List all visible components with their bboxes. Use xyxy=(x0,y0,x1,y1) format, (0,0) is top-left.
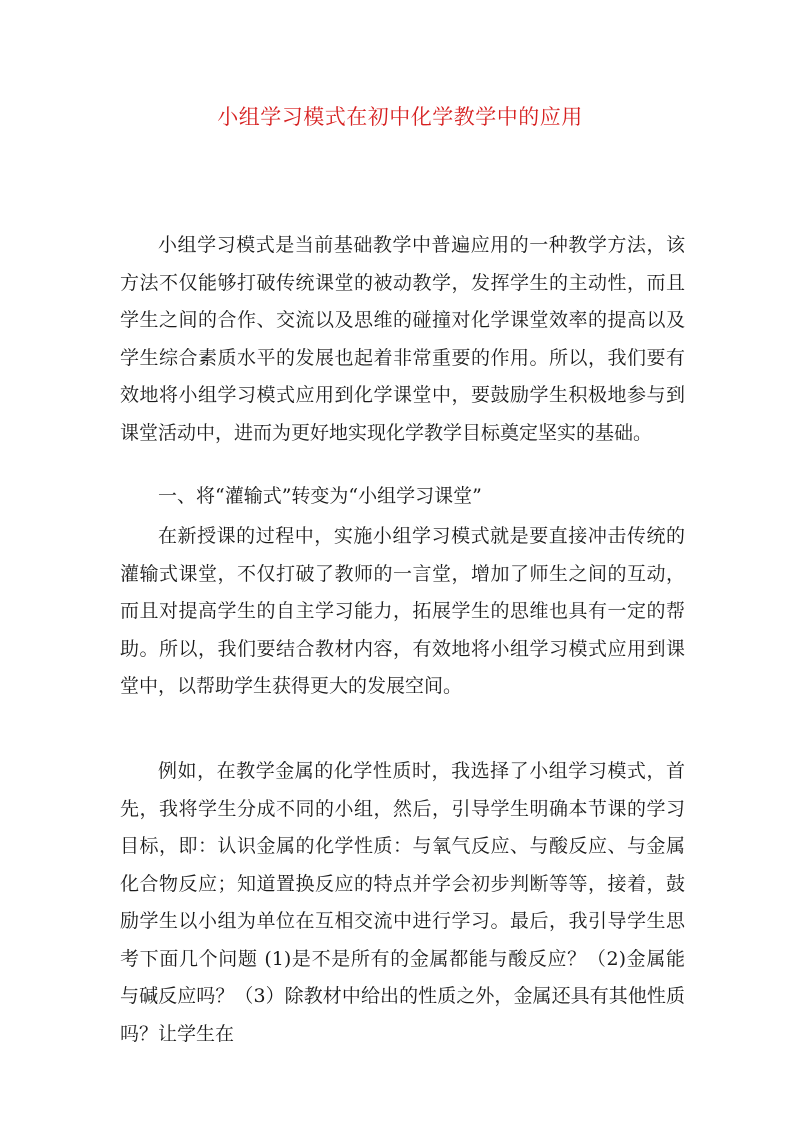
paragraph-example: 例如，在教学金属的化学性质时，我选择了小组学习模式，首先，我将学生分成不同的小组，然后，引导学生明确本节课的学习目标，即：认识金属的化学性质：与氧气反应、与酸反应、与金属化合物反应；知道置换反应的特点并学会初步判断等等，接着，鼓励学生以小组为单位在互相交流中进行学习。最后，我引导学生思考下面几个问题 (1)是不是所有的金属都能与酸反应？（2)金属能与碱反应吗？（3）除教材中给出的性质之外，金属还具有其他性质吗？让学生在 xyxy=(120,760,685,1045)
paragraph-section-1: 在新授课的过程中，实施小组学习模式就是要直接冲击传统的灌输式课堂，不仅打破了教师的一言堂，增加了师生之间的互动，而且对提高学生的自主学习能力，拓展学生的思维也具有一定的帮助。所以，我们要结合教材内容，有效地将小组学习模式应用到课堂中，以帮助学生获得更大的发展空间。 xyxy=(120,525,685,697)
paragraph-section-1-block xyxy=(120,518,685,706)
paragraph-example-block xyxy=(120,753,685,1053)
document-title: 小组学习模式在初中化学教学中的应用 xyxy=(217,105,583,129)
section-heading-1: 一、将“灌输式”转变为“小组学习课堂” xyxy=(158,485,482,507)
paragraph-intro-block xyxy=(120,227,685,452)
section-heading-block xyxy=(120,478,685,516)
paragraph-intro: 小组学习模式是当前基础教学中普遍应用的一种教学方法，该方法不仅能够打破传统课堂的被动教学，发挥学生的主动性，而且学生之间的合作、交流以及思维的碰撞对化学课堂效率的提高以及学生综合素质水平的发展也起着非常重要的作用。所以，我们要有效地将小组学习模式应用到化学课堂中，要鼓励学生积极地参与到课堂活动中，进而为更好地实现化学教学目标奠定坚实的基础。 xyxy=(120,234,685,444)
